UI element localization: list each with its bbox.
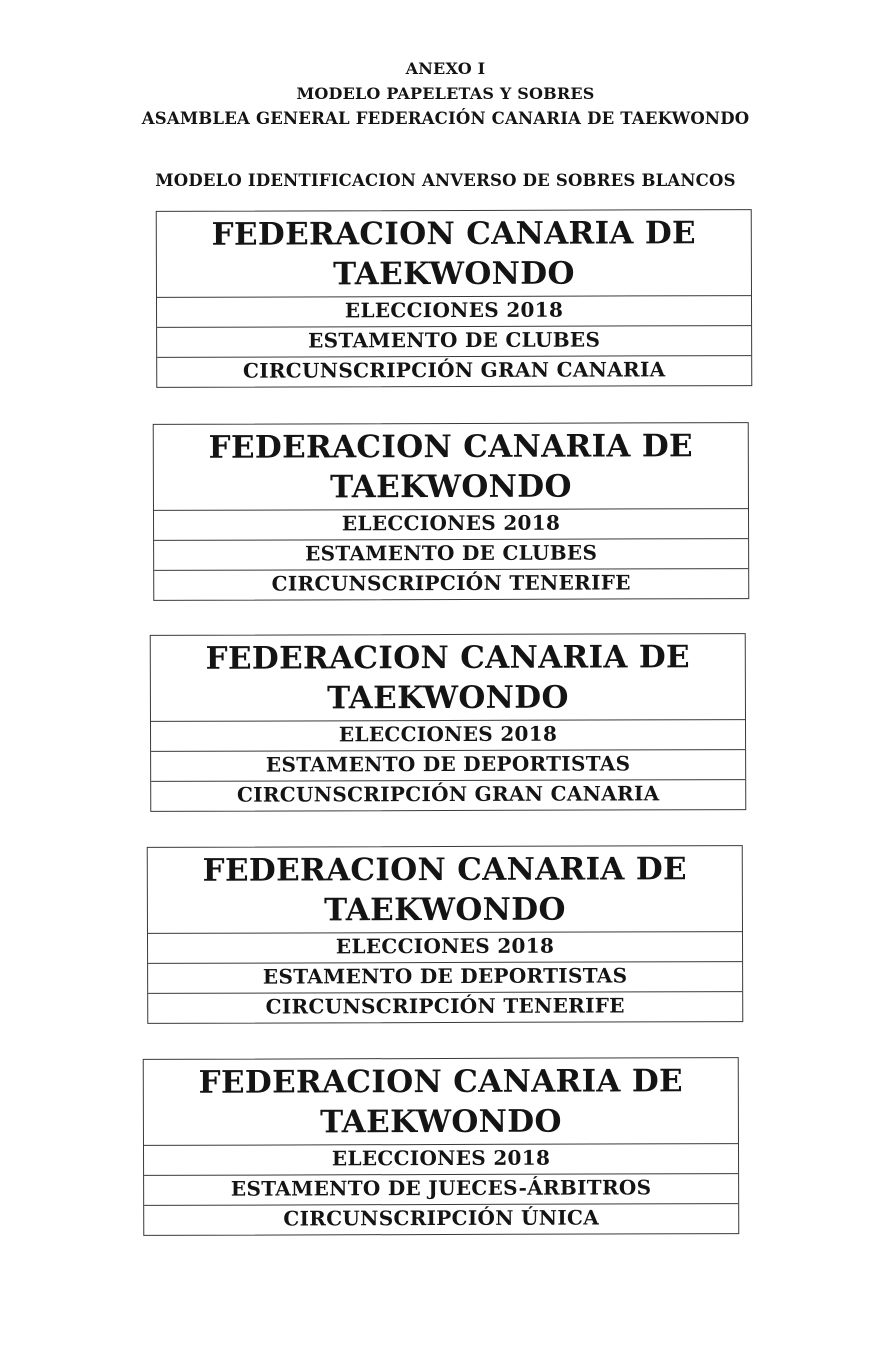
envelope-estamento: ESTAMENTO DE JUECES-ÁRBITROS [144, 1174, 738, 1206]
document-subtitle: MODELO PAPELETAS Y SOBRES [296, 84, 595, 103]
envelope-estamento: ESTAMENTO DE DEPORTISTAS [148, 962, 742, 994]
envelope-title-line2: TAEKWONDO [324, 891, 566, 929]
envelope-label-3 [150, 633, 747, 812]
envelope-title-line1: FEDERACION CANARIA DE [198, 1063, 684, 1101]
document-title: ASAMBLEA GENERAL FEDERACIÓN CANARIA DE TAEKWONDO [141, 109, 750, 128]
envelope-estamento: ESTAMENTO DE CLUBES [157, 326, 751, 358]
section-title: MODELO IDENTIFICACION ANVERSO DE SOBRES BLANCOS [155, 171, 736, 190]
envelope-title-line1: FEDERACION CANARIA DE [202, 851, 688, 889]
envelope-label-4 [147, 845, 744, 1024]
envelope-circunscripcion: CIRCUNSCRIPCIÓN ÚNICA [283, 1205, 600, 1231]
envelope-estamento: ESTAMENTO DE CLUBES [154, 539, 748, 571]
envelope-circunscripcion: CIRCUNSCRIPCIÓN GRAN CANARIA [242, 357, 666, 383]
envelope-title-line1: FEDERACION CANARIA DE [211, 215, 697, 253]
envelope-title-line2: TAEKWONDO [327, 679, 569, 717]
envelope-label-2 [153, 422, 750, 601]
envelope-title [144, 1058, 738, 1146]
envelope-title-line1: FEDERACION CANARIA DE [208, 428, 694, 466]
envelope-circunscripcion: CIRCUNSCRIPCIÓN GRAN CANARIA [236, 781, 660, 807]
envelope-elections: ELECCIONES 2018 [157, 296, 751, 328]
envelope-circunscripcion: CIRCUNSCRIPCIÓN TENERIFE [271, 570, 631, 596]
envelope-title-line2: TAEKWONDO [333, 255, 575, 293]
envelope-title-line2: TAEKWONDO [330, 468, 572, 506]
envelope-title-line2: TAEKWONDO [320, 1103, 562, 1141]
envelope-title [157, 210, 751, 298]
envelope-label-5 [143, 1057, 740, 1236]
envelope-title [148, 846, 742, 934]
annex-label: ANEXO I [405, 59, 486, 78]
envelope-elections: ELECCIONES 2018 [144, 1144, 738, 1176]
envelope-elections: ELECCIONES 2018 [151, 720, 745, 752]
envelope-circunscripcion: CIRCUNSCRIPCIÓN TENERIFE [265, 993, 625, 1019]
envelope-elections: ELECCIONES 2018 [154, 509, 748, 541]
envelope-title [151, 634, 745, 722]
document-header [0, 56, 891, 131]
envelope-elections: ELECCIONES 2018 [148, 932, 742, 964]
envelope-estamento: ESTAMENTO DE DEPORTISTAS [151, 750, 745, 782]
envelope-title-line1: FEDERACION CANARIA DE [205, 639, 691, 677]
envelope-title [154, 423, 748, 511]
envelope-label-1 [156, 209, 753, 388]
